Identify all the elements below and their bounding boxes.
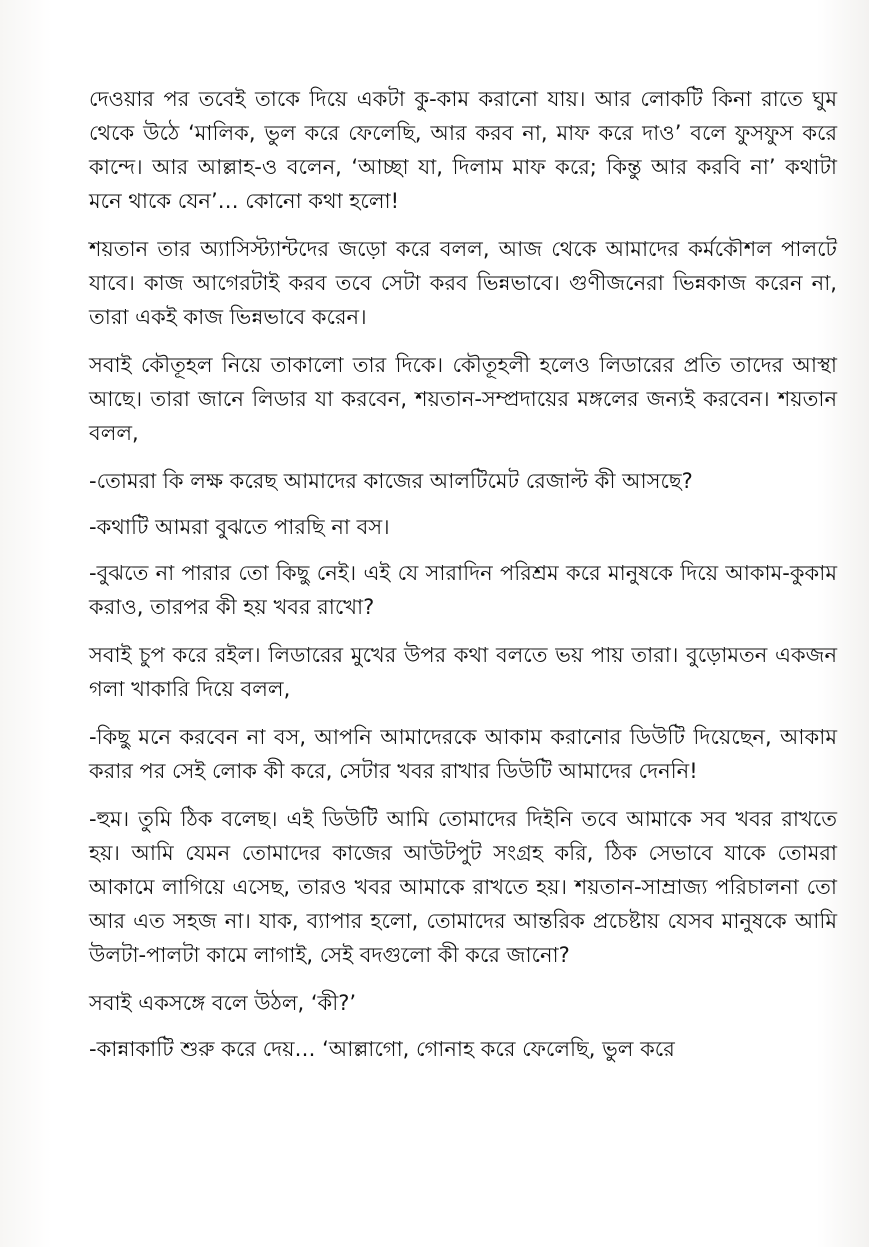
paragraph-8: -কিছু মনে করবেন না বস, আপনি আমাদেরকে আকাম করানোর ডিউটি দিয়েছেন, আকাম করার পর সেই লোক কী করে, সেটার খবর রাখার ডিউটি আমাদের দেননি! — [89, 725, 837, 783]
paragraph-10: সবাই একসঙ্গে বলে উঠল, ‘কী?’ — [89, 991, 357, 1015]
paragraph-2: শয়তান তার অ্যাসিস্ট্যান্টদের জড়ো করে বলল, আজ থেকে আমাদের কর্মকৌশল পালটে যাবে। কাজ আগেরটাই করব তবে সেটা করব ভিন্নভাবে। গুণীজনেরা ভিন্নকাজ করেন না, তারা একই কাজ ভিন্নভাবে করেন। — [89, 237, 837, 329]
paragraph-6: -বুঝতে না পারার তো কিছু নেই। এই যে সারাদিন পরিশ্রম করে মানুষকে দিয়ে আকাম-কুকাম করাও, তারপর কী হয় খবর রাখো? — [89, 561, 837, 619]
paragraph-4: -তোমরা কি লক্ষ করেছ আমাদের কাজের আলটিমেট রেজাল্ট কী আসছে? — [89, 469, 693, 493]
page-body-text — [89, 82, 837, 1080]
paragraph-11: -কান্নাকাটি শুরু করে দেয়… ‘আল্লাগো, গোনাহ করে ফেলেছি, ভুল করে — [89, 1037, 675, 1061]
paragraph-3: সবাই কৌতূহল নিয়ে তাকালো তার দিকে। কৌতূহলী হলেও লিডারের প্রতি তাদের আস্থা আছে। তারা জানে লিডার যা করবেন, শয়তান-সম্প্রদায়ের মঙ্গলের জন্যই করবেন। শয়তান বলল, — [89, 353, 837, 445]
paragraph-5: -কথাটি আমরা বুঝতে পারছি না বস। — [89, 515, 390, 539]
paragraph-1: দেওয়ার পর তবেই তাকে দিয়ে একটা কু-কাম করানো যায়। আর লোকটি কিনা রাতে ঘুম থেকে উঠে ‘মালিক, ভুল করে ফেলেছি, আর করব না, মাফ করে দাও’ বলে ফুসফুস করে কান্দে। আর আল্লাহ-ও বলেন, ‘আচ্ছা যা, দিলাম মাফ করে; কিন্তু আর করবি না’ কথাটা মনে থাকে যেন’… কোনো কথা হলো! — [89, 87, 837, 213]
paragraph-9: -হুম। তুমি ঠিক বলেছ। এই ডিউটি আমি তোমাদের দিইনি তবে আমাকে সব খবর রাখতে হয়। আমি যেমন তোমাদের কাজের আউটপুট সংগ্রহ করি, ঠিক সেভাবে যাকে তোমরা আকামে লাগিয়ে এসেছ, তারও খবর আমাকে রাখতে হয়। শয়তান-সাম্রাজ্য পরিচালনা তো আর এত সহজ না। যাক, ব্যাপার হলো, তোমাদের আন্তরিক প্রচেষ্টায় যেসব মানুষকে আমি উলটা-পালটা কামে লাগাই, সেই বদগুলো কী করে জানো? — [89, 807, 837, 967]
paragraph-7: সবাই চুপ করে রইল। লিডারের মুখের উপর কথা বলতে ভয় পায় তারা। বুড়োমতন একজন গলা খাকারি দিয়ে বলল, — [89, 643, 837, 701]
